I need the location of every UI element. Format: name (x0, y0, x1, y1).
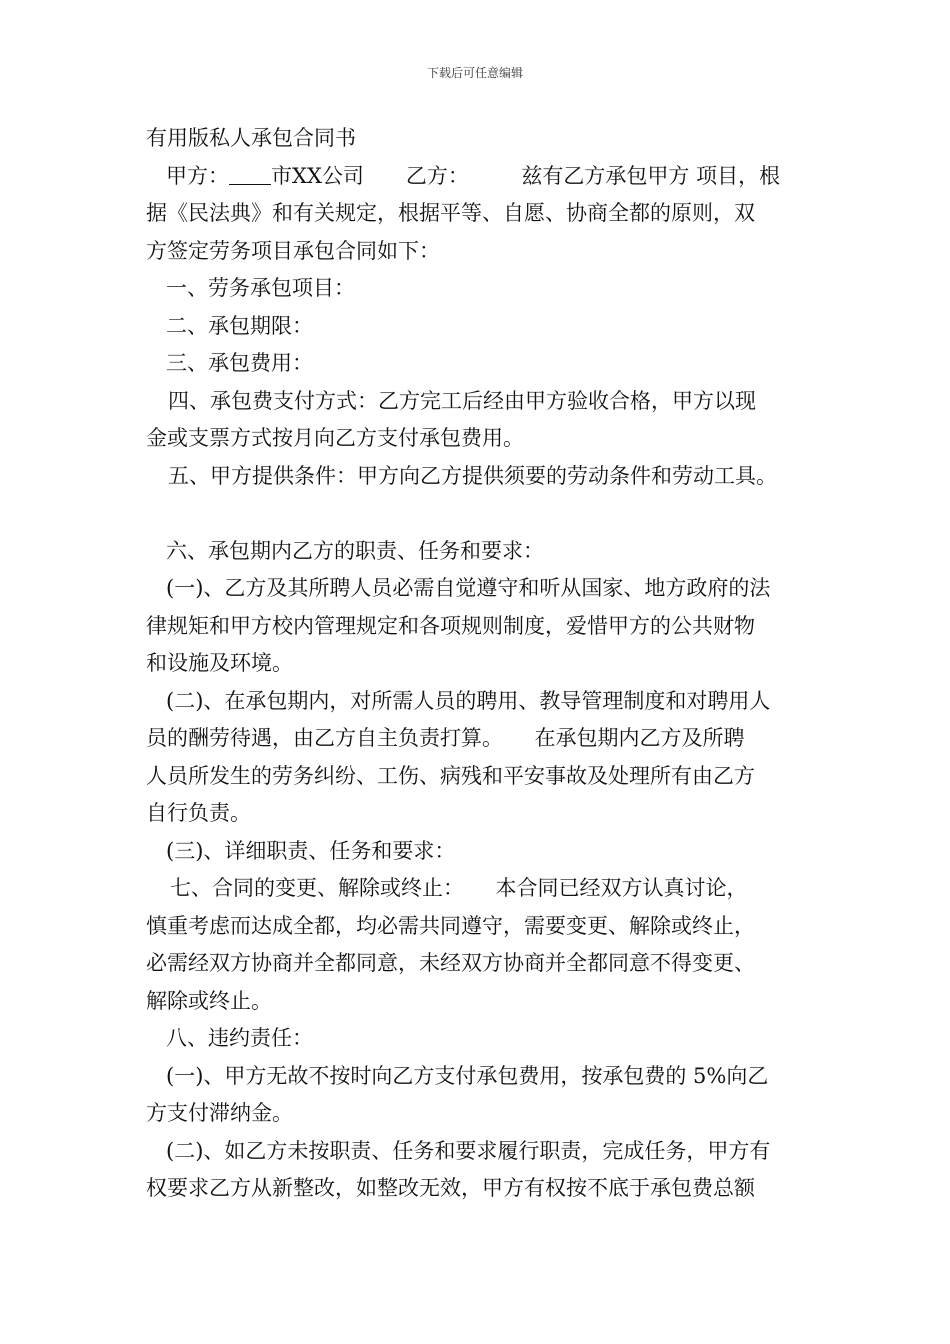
section-heading: 一、劳务承包项目： (166, 276, 355, 300)
paragraph-line: 必需经双方协商并全都同意，未经双方协商并全都同意不得变更、 (146, 951, 755, 975)
clause-line: (一)、乙方及其所聘人员必需自觉遵守和听从国家、地方政府的法 (166, 576, 771, 600)
section-heading: 七、合同的变更、解除或终止： 本合同已经双方认真讨论， (170, 876, 748, 900)
section-heading: 二、承包期限： (166, 313, 313, 338)
paragraph-line: 方签定劳务项目承包合同如下： (146, 238, 440, 263)
document-body (146, 120, 826, 1208)
paragraph-line: 律规矩和甲方校内管理规定和各项规则制度，爱惜甲方的公共财物 (146, 613, 755, 638)
section-heading: 四、承包费支付方式：乙方完工后经由甲方验收合格，甲方以现 (168, 388, 756, 413)
blank-line (146, 495, 826, 533)
paragraph-line: 解除或终止。 (146, 988, 272, 1013)
party-b-intro: 乙方： 兹有乙方承包甲方 项目，根 (405, 163, 781, 188)
paragraph-line: 自行负责。 (146, 801, 251, 825)
clause-line: (一)、甲方无故不按时向乙方支付承包费用，按承包费的 5%向乙 (166, 1063, 769, 1088)
paragraph-line: 权要求乙方从新整改，如整改无效，甲方有权按不底于承包费总额 (146, 1176, 755, 1200)
page-header: 下载后可任意编辑 (426, 66, 523, 80)
clause-line: (二)、如乙方未按职责、任务和要求履行职责，完成任务，甲方有 (166, 1138, 771, 1163)
paragraph-line: 人员所发生的劳务纠纷、工伤、病残和平安事故及处理所有由乙方 (146, 763, 755, 788)
paragraph-line: 慎重考虑而达成全都，均必需共同遵守，需要变更、解除或终止， (146, 913, 755, 938)
section-heading: 五、甲方提供条件：甲方向乙方提供须要的劳动条件和劳动工具。 (168, 463, 777, 488)
paragraph-line: 方支付滞纳金。 (146, 1101, 293, 1125)
section-heading: 三、承包费用： (166, 351, 313, 375)
party-a-blank (229, 166, 271, 185)
clause-line: (二)、在承包期内，对所需人员的聘用、教导管理制度和对聘用人 (166, 688, 771, 713)
clause-line: (三)、详细职责、任务和要求： (166, 838, 456, 863)
paragraph-line: 员的酬劳待遇，由乙方自主负责打算。 在承包期内乙方及所聘 (146, 726, 745, 750)
section-heading: 六、承包期内乙方的职责、任务和要求： (166, 538, 544, 563)
paragraph-line: 和设施及环境。 (146, 651, 293, 675)
document-title: 有用版私人承包合同书 (146, 126, 356, 150)
paragraph-line: 金或支票方式按月向乙方支付承包费用。 (146, 426, 524, 450)
party-line (146, 158, 826, 196)
party-a-label: 甲方： (166, 163, 229, 188)
section-heading: 八、违约责任： (166, 1026, 313, 1050)
party-a-name: 市XX公司 (271, 163, 364, 188)
paragraph-line: 据《民法典》和有关规定，根据平等、自愿、协商全都的原则，双 (146, 201, 755, 225)
